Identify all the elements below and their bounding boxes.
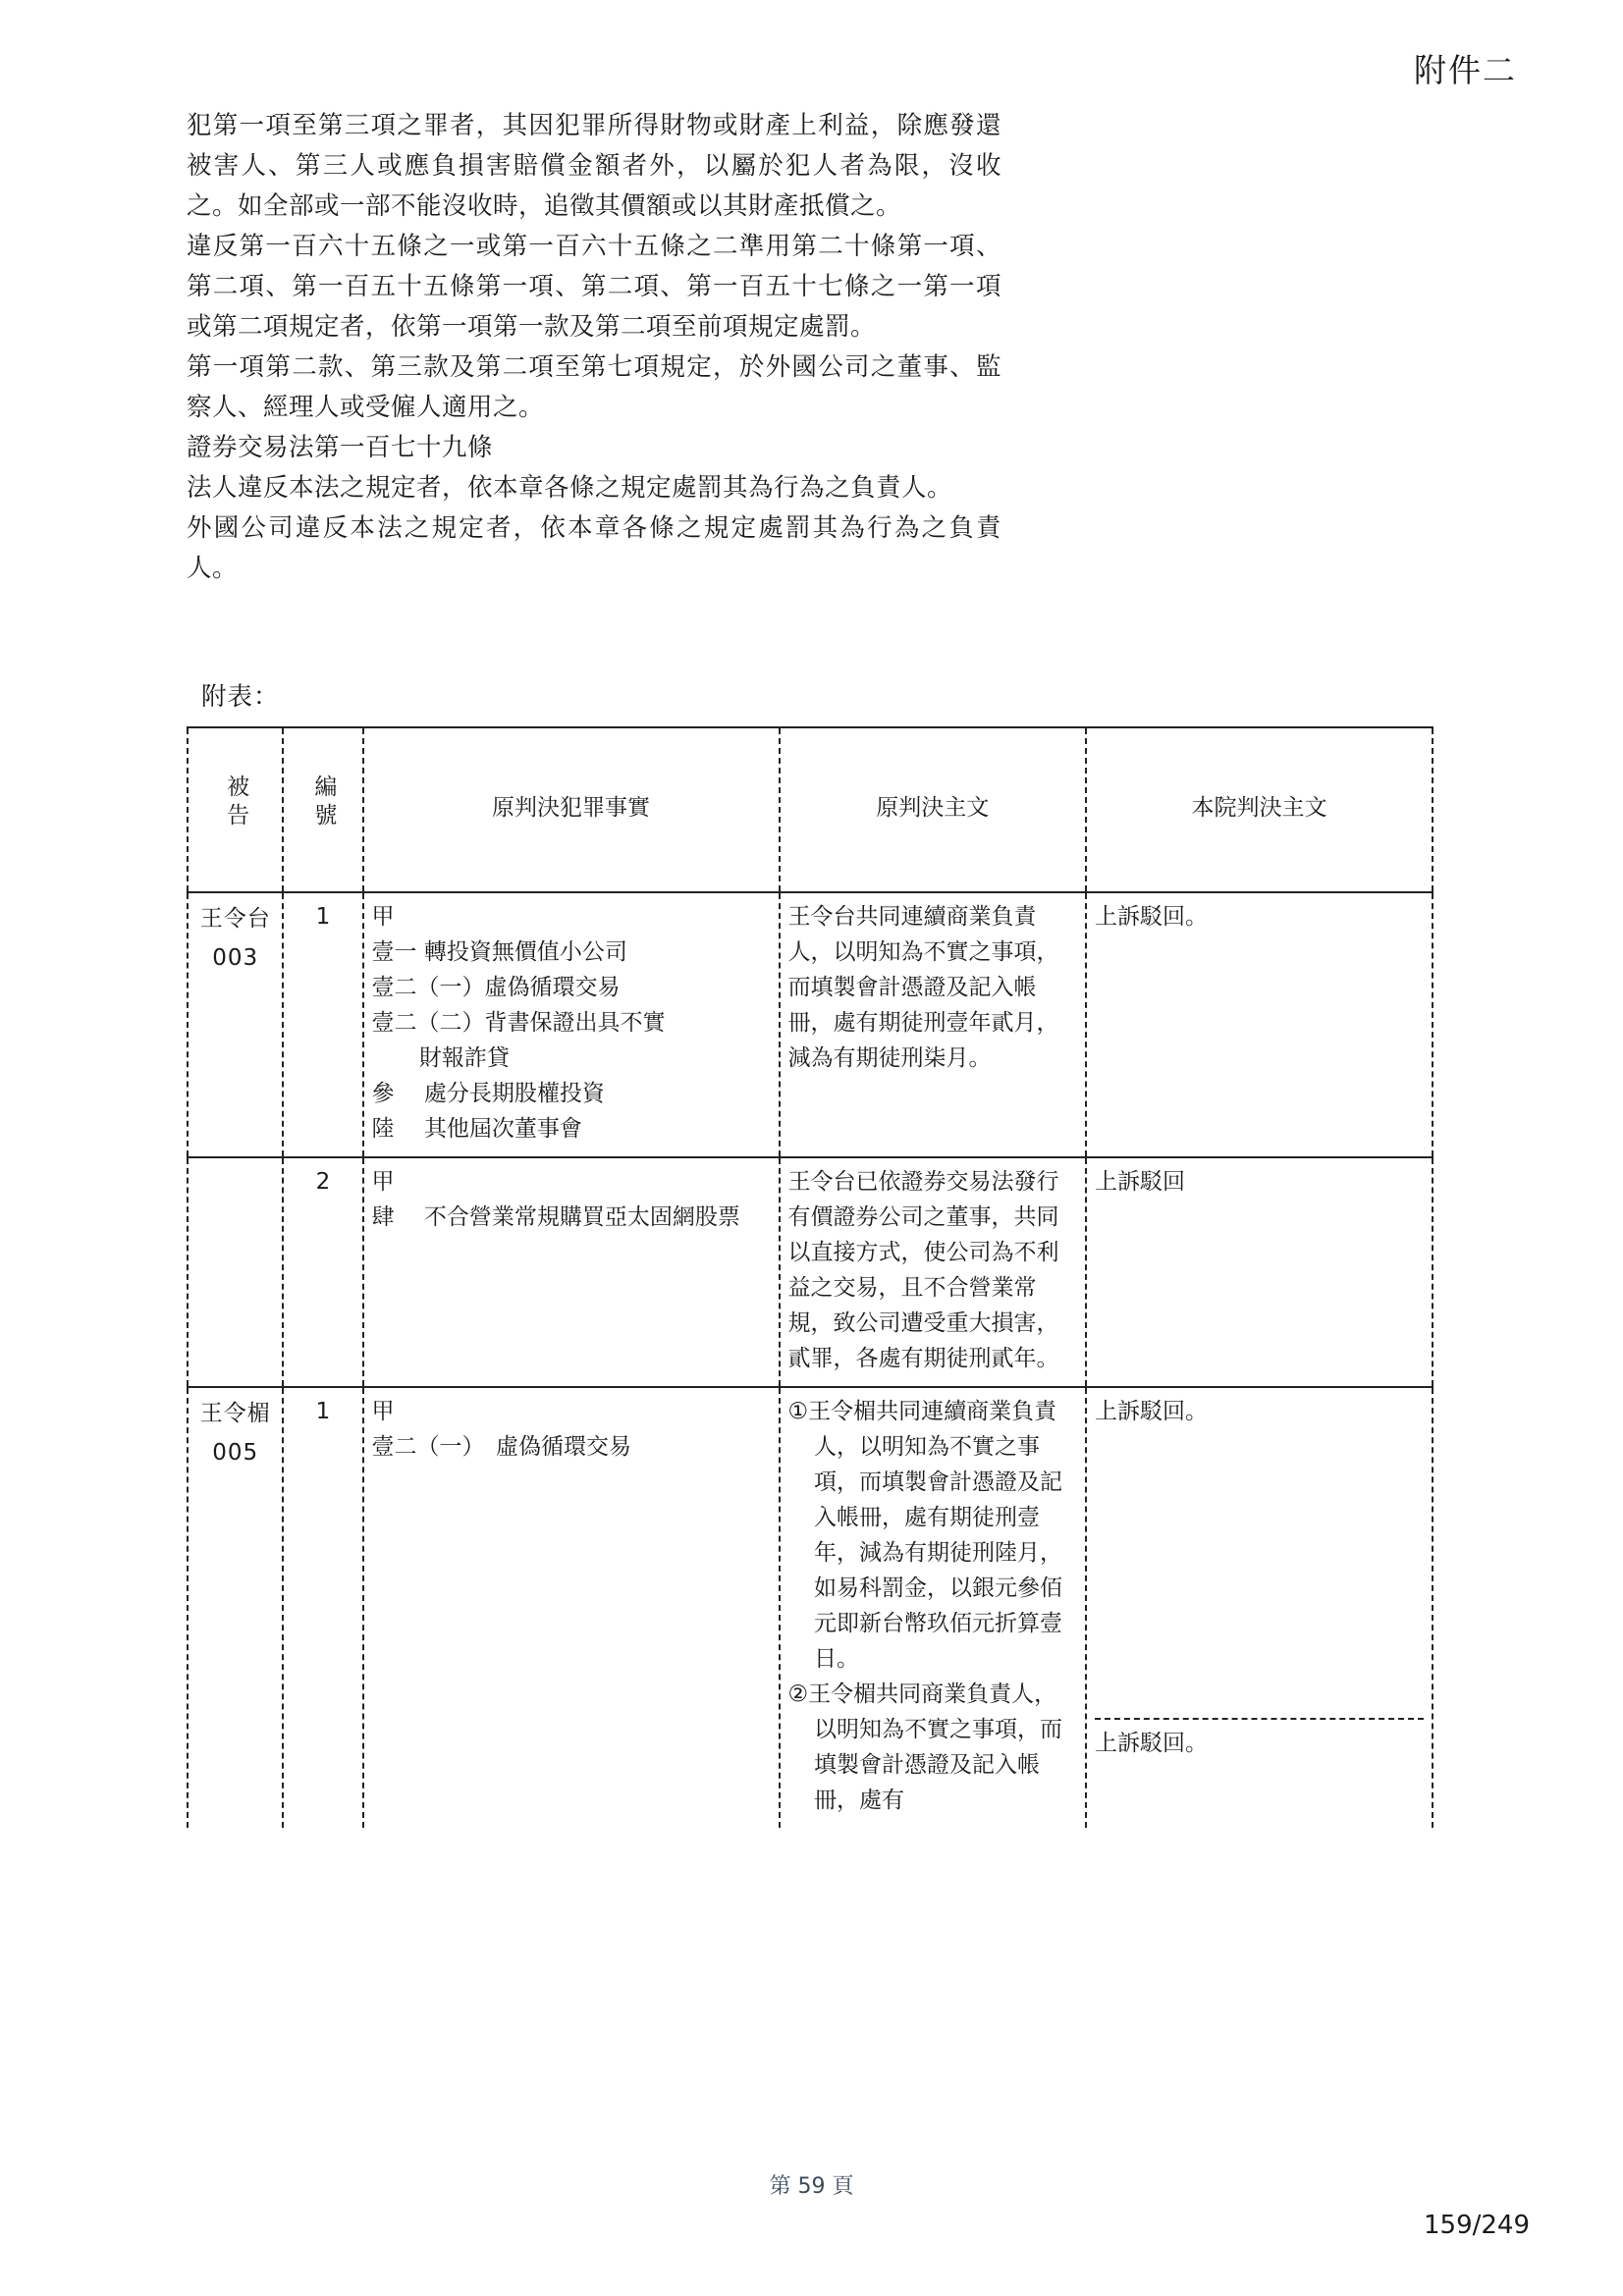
table-row xyxy=(188,1387,1433,1828)
cell-original-facts xyxy=(363,1157,780,1387)
column-header-original-verdict: 原判決主文 xyxy=(780,727,1086,892)
verdict-spacer xyxy=(1095,1429,1424,1714)
column-header-defendant xyxy=(188,727,283,892)
cell-original-facts xyxy=(363,892,780,1157)
cell-original-verdict xyxy=(780,1387,1086,1828)
cell-our-verdict xyxy=(1086,1387,1433,1828)
verdict-table xyxy=(187,726,1434,1828)
cell-defendant xyxy=(188,892,283,1157)
cell-original-facts xyxy=(363,1387,780,1828)
fact-line: 壹二（一）虛偽循環交易 xyxy=(371,975,621,1000)
fact-line: 肆 不合營業常規購買亞太固網股票 xyxy=(371,1204,740,1230)
cell-original-verdict: 王令台已依證券交易法發行有價證券公司之董事，共同以直接方式，使公司為不利益之交易，且不合營業常規，致公司遭受重大損害，貳罪，各處有期徒刑貳年。 xyxy=(780,1157,1086,1387)
cell-number: 1 xyxy=(283,1387,362,1828)
cell-defendant-label: 王令楣005 xyxy=(199,1401,271,1466)
column-header-number-label: 編號 xyxy=(310,774,337,831)
verdict-table-wrapper xyxy=(187,726,1434,1828)
attachment-table-label: 附表： xyxy=(201,682,280,712)
our-verdict-item-1: 上訴駁回。 xyxy=(1094,1399,1208,1424)
cell-original-verdict: 王令台共同連續商業負責人，以明知為不實之事項，而填製會計憑證及記入帳冊，處有期徒刑壹年貳月，減為有期徒刑柒月。 xyxy=(780,892,1086,1157)
body-paragraph-1: 犯第一項至第三項之罪者，其因犯罪所得財物或財產上利益，除應發還被害人、第三人或應負損害賠償金額者外，以屬於犯人者為限，沒收之。如全部或一部不能沒收時，追徵其價額或以其財產抵償之。 xyxy=(187,111,1001,221)
fact-line: 財報詐貸 xyxy=(418,1045,510,1071)
fact-line: 壹二（二）背書保證出具不實 xyxy=(371,1010,666,1036)
fact-line: 甲 xyxy=(371,904,395,930)
page-number-footer: 第 59 頁 xyxy=(769,2174,854,2199)
body-text-block xyxy=(187,106,1001,589)
attachment-corner-label: 附件二 xyxy=(1414,51,1517,89)
table-header xyxy=(188,727,1433,892)
body-paragraph-3: 第一項第二款、第三款及第二項至第七項規定，於外國公司之董事、監察人、經理人或受僱人適用之。 xyxy=(187,352,1001,422)
cell-number: 1 xyxy=(283,892,362,1157)
column-header-defendant-label: 被告 xyxy=(223,774,249,831)
cell-defendant xyxy=(188,1387,283,1828)
verdict-item-2: ②王令楣共同商業負責人，以明知為不實之事項，而填製會計憑證及記入帳冊，處有 xyxy=(787,1682,1062,1813)
table-row xyxy=(188,892,1433,1157)
verdict-item-1: ①王令楣共同連續商業負責人，以明知為不實之事項，而填製會計憑證及記入帳冊，處有期徒刑壹年，減為有期徒刑陸月，如易科罰金，以銀元參佰元即新台幣玖佰元折算壹日。 xyxy=(787,1399,1062,1672)
body-paragraph-4: 證券交易法第一百七十九條 xyxy=(187,433,494,462)
cell-divider xyxy=(1095,1718,1424,1720)
page-count-indicator: 159/249 xyxy=(1423,2211,1530,2240)
fact-line: 壹二（一） 虛偽循環交易 xyxy=(371,1434,632,1460)
cell-defendant xyxy=(188,1157,283,1387)
cell-number: 2 xyxy=(283,1157,362,1387)
fact-line: 甲 xyxy=(371,1169,395,1195)
fact-line: 陸 其他屆次董事會 xyxy=(371,1116,582,1142)
cell-our-verdict: 上訴駁回 xyxy=(1086,1157,1433,1387)
cell-our-verdict: 上訴駁回。 xyxy=(1086,892,1433,1157)
fact-line: 參 處分長期股權投資 xyxy=(371,1081,605,1106)
cell-defendant-label: 王令台003 xyxy=(199,906,271,971)
column-header-our-verdict: 本院判決主文 xyxy=(1086,727,1433,892)
fact-line: 甲 xyxy=(371,1399,395,1424)
body-paragraph-6: 外國公司違反本法之規定者，依本章各條之規定處罰其為行為之負責人。 xyxy=(187,513,1001,583)
fact-line: 壹一 轉投資無價值小公司 xyxy=(371,939,627,965)
our-verdict-item-2: 上訴駁回。 xyxy=(1094,1731,1208,1756)
table-body xyxy=(188,892,1433,1828)
body-paragraph-5: 法人違反本法之規定者，依本章各條之規定處罰其為行為之負責人。 xyxy=(187,473,953,503)
table-header-row xyxy=(188,727,1433,892)
table-row xyxy=(188,1157,1433,1387)
body-paragraph-2: 違反第一百六十五條之一或第一百六十五條之二準用第二十條第一項、第二項、第一百五十五條第一項、第二項、第一百五十七條之一第一項或第二項規定者，依第一項第一款及第二項至前項規定處罰。 xyxy=(187,232,1001,342)
column-header-original-facts: 原判決犯罪事實 xyxy=(363,727,780,892)
column-header-number xyxy=(283,727,362,892)
